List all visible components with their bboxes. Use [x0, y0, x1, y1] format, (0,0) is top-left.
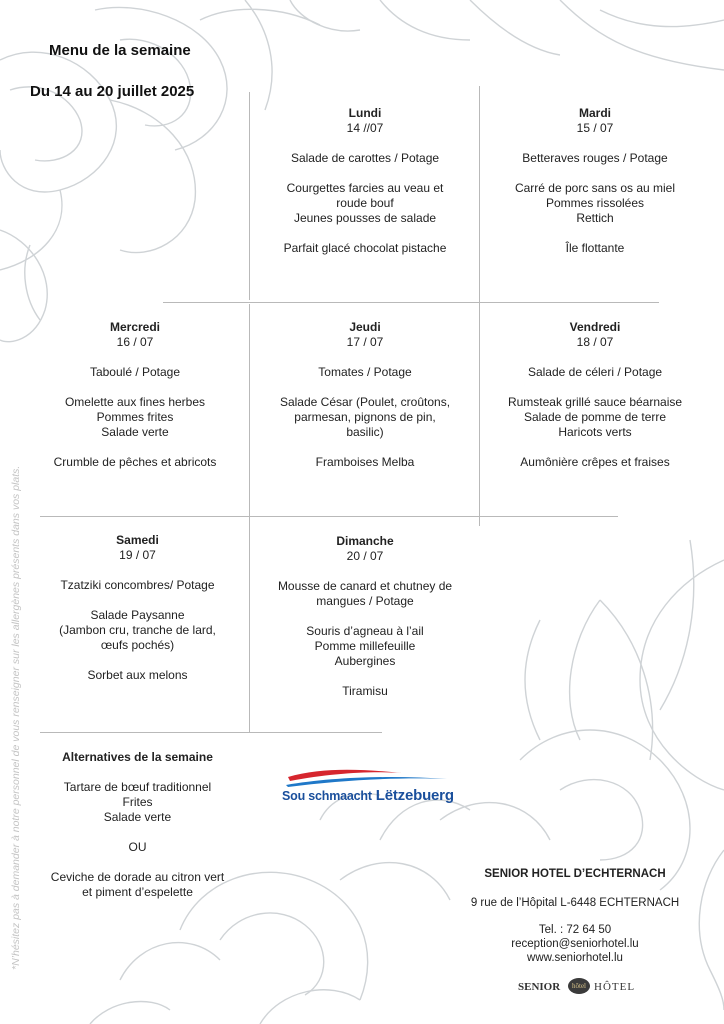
course-starter	[30, 365, 240, 380]
grid-line-horizontal-1	[163, 302, 659, 303]
course-dessert	[485, 241, 705, 256]
menu-line: Salade de céleri / Potage	[527, 365, 663, 379]
menu-line: Salade verte	[103, 810, 172, 824]
menu-line: basilic)	[346, 425, 384, 439]
day-date: 19 / 07	[119, 548, 156, 562]
menu-line: Île flottante	[565, 241, 625, 255]
menu-line: œufs pochés)	[100, 638, 175, 652]
menu-line: Omelette aux fines herbes	[64, 395, 206, 409]
course-main	[255, 181, 475, 226]
course-main	[485, 181, 705, 226]
course-main	[255, 624, 475, 669]
course-starter	[255, 579, 475, 609]
menu-line: Pommes rissolées	[545, 196, 645, 210]
grid-line-vertical-3	[249, 304, 250, 732]
day-name: Jeudi	[349, 320, 381, 334]
week-dates: Du 14 au 20 juillet 2025	[30, 83, 195, 100]
menu-line: Haricots verts	[558, 425, 632, 439]
menu-line: (Jambon cru, tranche de lard,	[59, 623, 216, 637]
day-date: 15 / 07	[576, 121, 614, 135]
course-dessert	[255, 455, 475, 470]
menu-line: roude bouf	[336, 196, 394, 210]
hotel-address: 9 rue de l’Hôpital L-6448 ECHTERNACH	[470, 897, 680, 909]
course-main	[255, 395, 475, 440]
hotel-name: SENIOR HOTEL D’ECHTERNACH	[484, 868, 666, 880]
alternative-separator	[30, 840, 245, 855]
day-name: Mercredi	[109, 320, 161, 334]
menu-line: Aumônière crêpes et fraises	[520, 455, 670, 469]
day-cell-vendredi	[485, 320, 705, 470]
course-starter	[255, 151, 475, 166]
course-dessert	[485, 455, 705, 470]
menu-line: mangues / Potage	[316, 594, 414, 608]
menu-line: Salade de pomme de terre	[523, 410, 667, 424]
course-starter	[485, 365, 705, 380]
day-date: 14 //07	[346, 121, 384, 135]
logo-word-hotel: HÔTEL	[594, 981, 636, 993]
menu-line: Souris d’agneau à l’ail	[306, 624, 424, 638]
course-starter	[485, 151, 705, 166]
hotel-email: reception@seniorhotel.lu	[511, 938, 639, 950]
menu-line: Jeunes pousses de salade	[293, 211, 437, 225]
day-cell-mardi	[485, 106, 705, 256]
day-date: 20 / 07	[346, 549, 384, 563]
day-date: 17 / 07	[346, 335, 384, 349]
logo-word-senior: SENIOR	[518, 981, 561, 993]
menu-line: Aubergines	[334, 654, 396, 668]
course-dessert	[30, 668, 245, 683]
menu-line: Tartare de bœuf traditionnel	[63, 780, 212, 794]
menu-line: Ceviche de dorade au citron vert	[50, 870, 225, 884]
day-name: Dimanche	[336, 534, 394, 548]
grid-line-horizontal-3	[40, 732, 382, 733]
day-cell-jeudi	[255, 320, 475, 470]
menu-line: Crumble de pêches et abricots	[53, 455, 217, 469]
logo-text-part2: Lëtzebuerg	[375, 787, 454, 804]
alternatives-cell	[30, 750, 245, 900]
grid-line-vertical-2	[479, 86, 480, 526]
logo-badge: hôtel	[568, 978, 590, 994]
menu-line: Pommes frites	[96, 410, 174, 424]
course-dessert	[255, 684, 475, 699]
menu-line: Tiramisu	[342, 684, 388, 698]
day-date: 18 / 07	[576, 335, 614, 349]
sou-schmaacht-letzebuerg-logo	[282, 765, 452, 813]
menu-line: Carré de porc sans os au miel	[514, 181, 676, 195]
menu-line: Framboises Melba	[315, 455, 415, 469]
menu-line: Tzatziki concombres/ Potage	[60, 578, 215, 592]
senior-hotel-logo	[518, 978, 638, 998]
logo-swoosh-icon	[282, 765, 452, 787]
course-starter	[30, 578, 245, 593]
allergen-note: *N’hésitez pas à demander à notre personnel de vous renseigner sur les allergènes présents dans vos plats.	[10, 465, 22, 970]
menu-line: Parfait glacé chocolat pistache	[283, 241, 447, 255]
menu-line: Betteraves rouges / Potage	[522, 151, 668, 165]
course-main	[485, 395, 705, 440]
grid-line-vertical-1	[249, 92, 250, 300]
grid-line-horizontal-2	[40, 516, 618, 517]
menu-line: Frites	[122, 795, 153, 809]
course-dessert	[255, 241, 475, 256]
day-name: Vendredi	[569, 320, 621, 334]
menu-line: Tomates / Potage	[318, 365, 412, 379]
day-cell-lundi	[255, 106, 475, 256]
menu-line: Rettich	[576, 211, 614, 225]
day-name: Mardi	[578, 106, 611, 120]
course-dessert	[30, 455, 240, 470]
course-main	[30, 395, 240, 440]
menu-line: Taboulé / Potage	[89, 365, 181, 379]
page-title: Menu de la semaine	[49, 42, 191, 59]
menu-line: Pomme millefeuille	[314, 639, 416, 653]
menu-line: Sorbet aux melons	[87, 668, 188, 682]
menu-line: Salade de carottes / Potage	[290, 151, 440, 165]
menu-line: et piment d’espelette	[82, 885, 193, 899]
alternative-option-2	[30, 870, 245, 900]
menu-line: Rumsteak grillé sauce béarnaise	[507, 395, 683, 409]
menu-line: Salade Paysanne	[90, 608, 185, 622]
course-main	[30, 608, 245, 653]
alternatives-title: Alternatives de la semaine	[62, 750, 213, 764]
day-date: 16 / 07	[116, 335, 154, 349]
menu-line: OU	[128, 840, 147, 854]
alternative-option-1	[30, 780, 245, 825]
day-name: Lundi	[348, 106, 382, 120]
logo-text-part1: Sou schmaacht	[282, 789, 372, 803]
menu-line: Mousse de canard et chutney de	[277, 579, 453, 593]
day-name: Samedi	[116, 533, 159, 547]
menu-line: parmesan, pignons de pin,	[294, 410, 436, 424]
course-starter	[255, 365, 475, 380]
menu-line: Salade César (Poulet, croûtons,	[279, 395, 451, 409]
logo-text	[282, 787, 454, 804]
menu-line: Salade verte	[101, 425, 169, 439]
menu-line: Courgettes farcies au veau et	[286, 181, 444, 195]
day-cell-mercredi	[30, 320, 240, 470]
day-cell-dimanche	[255, 534, 475, 699]
day-cell-samedi	[30, 533, 245, 683]
hotel-phone: Tel. : 72 64 50	[538, 924, 612, 936]
hotel-website: www.seniorhotel.lu	[527, 952, 623, 964]
